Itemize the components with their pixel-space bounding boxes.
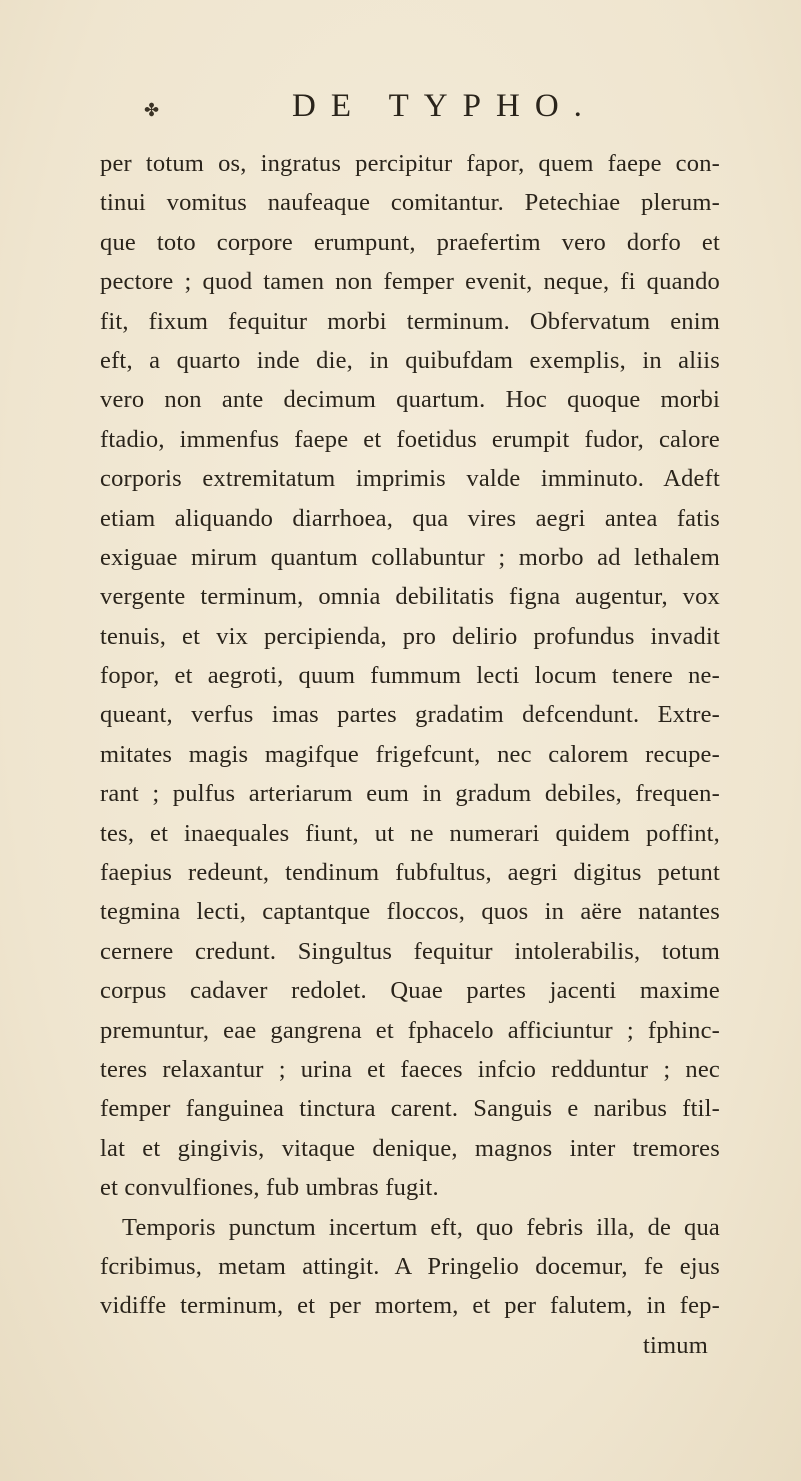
text-line: per totum os, ingratus percipitur fapor, quem faepe con- (100, 150, 720, 177)
text-line: eft, a quarto inde die, in quibufdam exemplis, in aliis (100, 346, 720, 374)
text-line: fcribimus, metam attingit. A Pringelio docemur, fe ejus (100, 1252, 720, 1280)
text-line: fit, fixum fequitur morbi terminum. Obfervatum enim (100, 307, 720, 335)
body-text (100, 144, 720, 1365)
text-line: tenuis, et vix percipienda, pro delirio profundus invadit (100, 622, 720, 650)
paragraph-start-line: Temporis punctum incertum eft, quo febris illa, de qua (122, 1213, 720, 1241)
text-line: corporis extremitatum imprimis valde imminuto. Adeft (100, 465, 720, 493)
text-line: teres relaxantur ; urina et faeces infcio redduntur ; nec (100, 1055, 720, 1083)
running-head-title: DE TYPHO. (292, 88, 597, 124)
text-line: etiam aliquando diarrhoea, qua vires aegri antea fatis (100, 504, 720, 532)
text-line: femper fanguinea tinctura carent. Sanguis e naribus ftil- (100, 1095, 720, 1123)
catchword: timum (643, 1331, 708, 1359)
text-line: mitates magis magifque frigefcunt, nec calorem recupe- (100, 740, 720, 768)
text-line: cernere credunt. Singultus fequitur intolerabilis, totum (100, 937, 720, 965)
text-line: que toto corpore erumpunt, praefertim vero dorfo et (100, 228, 720, 256)
text-line: vergente terminum, omnia debilitatis figna augentur, vox (100, 583, 720, 611)
text-line: pectore ; quod tamen non femper evenit, neque, fi quando (100, 268, 720, 296)
text-line: tes, et inaequales fiunt, ut ne numerari quidem poffint, (100, 819, 720, 847)
text-line: fopor, et aegroti, quum fummum lecti locum tenere ne- (100, 662, 720, 690)
ornament-marker: ✤ (144, 100, 160, 121)
text-line: tinui vomitus naufeaque comitantur. Petechiae plerum- (100, 189, 720, 217)
text-line: premuntur, eae gangrena et fphacelo afficiuntur ; fphinc- (100, 1016, 720, 1044)
text-line: faepius redeunt, tendinum fubfultus, aegri digitus petunt (100, 859, 720, 887)
text-line: tegmina lecti, captantque floccos, quos in aëre natantes (100, 898, 720, 926)
text-line: rant ; pulfus arteriarum eum in gradum debiles, frequen- (100, 780, 720, 808)
paragraph-end-line: et convulfiones, fub umbras fugit. (100, 1174, 439, 1202)
running-head (144, 88, 664, 128)
text-line: vidiffe terminum, et per mortem, et per falutem, in fep- (100, 1292, 720, 1320)
text-line: vero non ante decimum quartum. Hoc quoque morbi (100, 386, 720, 414)
text-line: lat et gingivis, vitaque denique, magnos inter tremores (100, 1134, 720, 1162)
text-line: corpus cadaver redolet. Quae partes jacenti maxime (100, 977, 720, 1005)
text-line: exiguae mirum quantum collabuntur ; morbo ad lethalem (100, 543, 720, 571)
text-line: queant, verfus imas partes gradatim defcendunt. Extre- (100, 701, 720, 729)
text-line: ftadio, immenfus faepe et foetidus erumpit fudor, calore (100, 425, 720, 453)
